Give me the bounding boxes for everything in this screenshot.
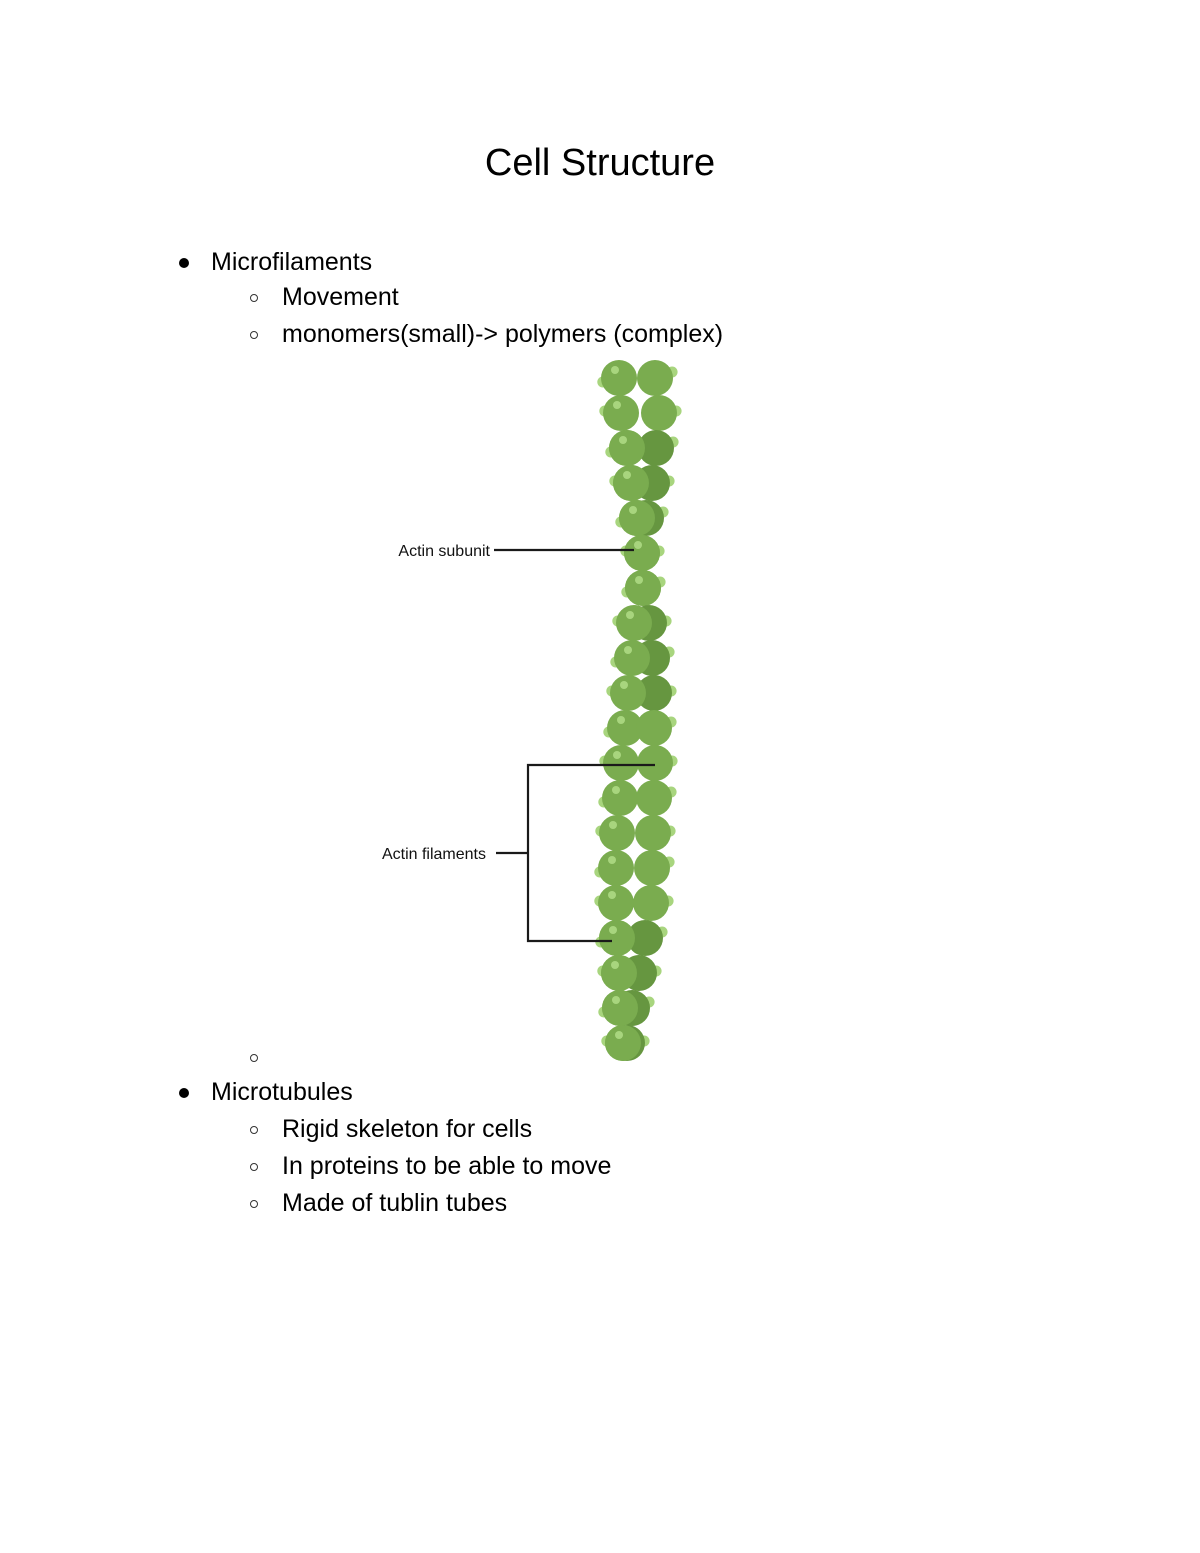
actin-bead — [601, 955, 637, 991]
actin-bead — [598, 850, 634, 886]
actin-highlight — [609, 926, 617, 934]
actin-beads — [594, 360, 681, 1061]
actin-highlight — [617, 716, 625, 724]
sub-bullet-circle — [250, 1126, 258, 1134]
sub-bullet-circle — [250, 1163, 258, 1171]
actin-bead — [636, 780, 672, 816]
actin-highlight — [624, 646, 632, 654]
actin-bead — [637, 360, 673, 396]
actin-highlight — [612, 786, 620, 794]
actin-bead — [603, 395, 639, 431]
item-proteins-move: In proteins to be able to move — [282, 1152, 612, 1180]
actin-bead — [614, 640, 650, 676]
actin-bead — [602, 780, 638, 816]
actin-bead — [602, 990, 638, 1026]
actin-bead — [634, 850, 670, 886]
actin-bead — [609, 430, 645, 466]
actin-bead — [635, 815, 671, 851]
actin-highlight — [620, 681, 628, 689]
actin-bead — [605, 1025, 641, 1061]
actin-bead — [619, 500, 655, 536]
label-actin-filaments: Actin filaments — [381, 846, 486, 863]
actin-highlight — [612, 996, 620, 1004]
actin-bead — [603, 745, 639, 781]
actin-highlight — [609, 821, 617, 829]
actin-highlight — [611, 961, 619, 969]
item-rigid-skeleton: Rigid skeleton for cells — [282, 1115, 533, 1143]
actin-highlight — [613, 401, 621, 409]
actin-bead — [599, 815, 635, 851]
actin-highlight — [608, 891, 616, 899]
actin-bead — [610, 675, 646, 711]
actin-highlight — [635, 576, 643, 584]
heading-microtubules: Microtubules — [211, 1078, 353, 1106]
actin-highlight — [623, 471, 631, 479]
label-actin-subunit: Actin subunit — [398, 543, 490, 560]
actin-highlight — [634, 541, 642, 549]
actin-bead — [641, 395, 677, 431]
actin-bead — [616, 605, 652, 641]
actin-highlight — [619, 436, 627, 444]
item-tublin-tubes: Made of tublin tubes — [282, 1189, 508, 1217]
actin-highlight — [615, 1031, 623, 1039]
heading-microfilaments: Microfilaments — [211, 248, 373, 276]
actin-bead — [599, 920, 635, 956]
actin-highlight — [629, 506, 637, 514]
actin-bead — [637, 745, 673, 781]
actin-highlight — [613, 751, 621, 759]
actin-bead — [613, 465, 649, 501]
item-movement: Movement — [282, 283, 399, 311]
actin-bead — [624, 535, 660, 571]
actin-bead — [633, 885, 669, 921]
actin-bead — [598, 885, 634, 921]
actin-bead — [636, 710, 672, 746]
bullet-dot — [179, 1088, 189, 1098]
actin-bead — [625, 570, 661, 606]
item-monomers: monomers(small)-> polymers (complex) — [282, 320, 724, 348]
sub-bullet-circle — [250, 1200, 258, 1208]
page-title: Cell Structure — [484, 142, 716, 184]
actin-highlight — [608, 856, 616, 864]
actin-highlight — [626, 611, 634, 619]
actin-bead — [601, 360, 637, 396]
actin-highlight — [611, 366, 619, 374]
